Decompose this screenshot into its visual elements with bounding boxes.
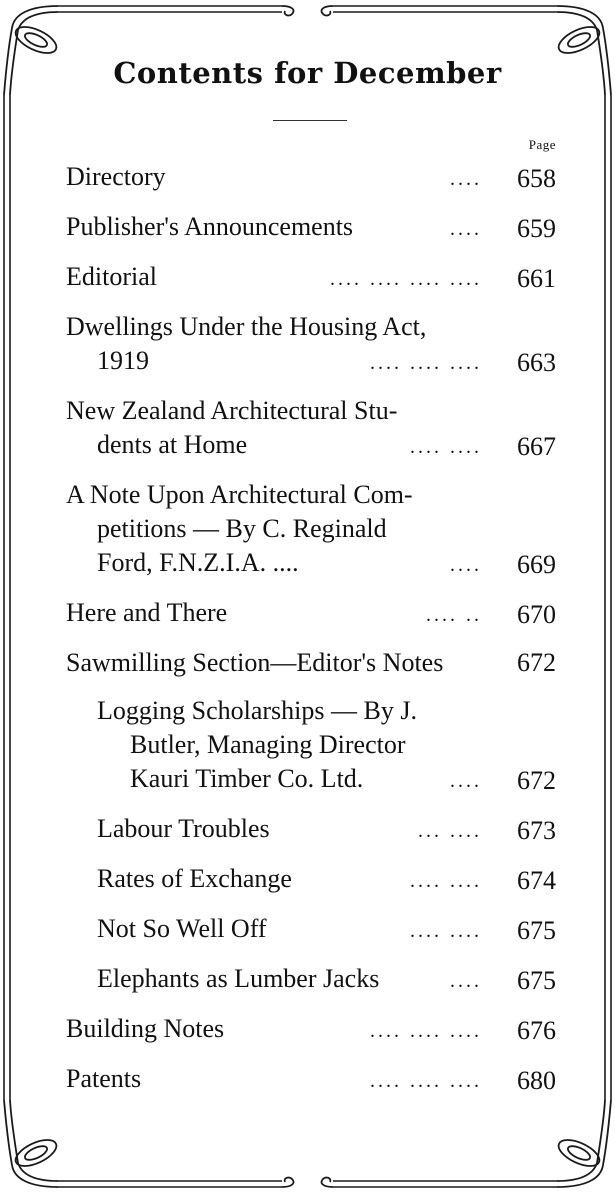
toc-entry-title-line (66, 546, 498, 582)
toc-entry-title (97, 694, 498, 798)
leader-dots: .... .... .... (370, 1070, 482, 1092)
toc-entry-title-line (97, 812, 498, 848)
toc-entry-title-line (66, 344, 498, 380)
right-border-lines (605, 95, 611, 1100)
top-border-lines (58, 6, 557, 12)
toc-entry-title (66, 1012, 498, 1048)
toc-entry-title-line (66, 260, 498, 296)
toc-entry-text: Patents (66, 1064, 142, 1093)
toc-entry-title (66, 1062, 498, 1098)
toc-entry-title (97, 862, 498, 898)
toc-entry-text: Ford, F.N.Z.I.A. .... (97, 548, 299, 577)
toc-entry (66, 394, 556, 464)
leader-dots: .... (450, 168, 482, 190)
toc-subentry (66, 912, 556, 948)
toc-entry-title-line (66, 160, 498, 196)
toc-page-number: 669 (517, 550, 556, 579)
leader-dots: .... (450, 970, 482, 992)
toc-entry (66, 646, 556, 680)
toc-entry-text: Labour Troubles (97, 814, 270, 843)
toc-entry-title-line (97, 728, 498, 762)
title-rule (273, 120, 347, 121)
toc-entry-title-line (97, 862, 498, 898)
toc-entry (66, 260, 556, 296)
toc-entry-text: Not So Well Off (97, 914, 267, 943)
toc-entry-title-line (97, 694, 498, 728)
toc-entry-title (66, 160, 498, 196)
toc-entry-title-line (66, 428, 498, 464)
toc-page-number: 680 (517, 1066, 556, 1095)
leader-dots: .... .... (410, 870, 482, 892)
page-title: Contents for December (113, 56, 502, 90)
left-border-lines (4, 95, 10, 1100)
toc-page-number: 661 (517, 264, 556, 293)
toc-entry-text: Editorial (66, 262, 157, 291)
toc-entry-title (66, 646, 498, 680)
toc-entry (66, 1012, 556, 1048)
toc-subentry (66, 812, 556, 848)
toc-entry-title (97, 962, 498, 998)
toc-entry-title-line (66, 1062, 498, 1098)
toc-entry-title (66, 394, 498, 464)
toc-entry-text: Publisher's Announcements (66, 212, 354, 241)
toc-entry (66, 1062, 556, 1098)
leader-dots: .... (450, 554, 482, 576)
toc-page-number: 672 (517, 766, 556, 795)
toc-subentry (66, 862, 556, 898)
toc-page-number: 659 (517, 214, 556, 243)
toc-page-number: 675 (517, 966, 556, 995)
toc-entry-text: Dwellings Under the Housing Act, (66, 312, 427, 341)
toc-entry-text: A Note Upon Architectural Com- (66, 480, 413, 509)
toc-entry-title-line (97, 762, 498, 798)
toc-entry-title (66, 478, 498, 582)
leader-dots: .... .... (410, 920, 482, 942)
toc-entry-title-line (66, 310, 498, 344)
toc-entry-title-line (66, 394, 498, 428)
toc-entry-text: 1919 (97, 346, 149, 375)
leader-dots: .... .... .... (370, 1020, 482, 1042)
toc-entry-title-line (97, 912, 498, 948)
toc-entry-title (97, 912, 498, 948)
toc-entry-text: Butler, Managing Director (130, 730, 406, 759)
bottom-border-lines (58, 1181, 557, 1187)
toc-page-number: 673 (517, 816, 556, 845)
toc-page-number: 674 (517, 866, 556, 895)
toc-page-number: 670 (517, 600, 556, 629)
toc-entry-title (66, 596, 498, 632)
toc-entry-title (66, 210, 498, 246)
toc-subentry (66, 962, 556, 998)
toc-subentry (66, 694, 556, 798)
toc-entry-title (66, 260, 498, 296)
bottom-left-corner-ornament (4, 1100, 60, 1187)
toc-entry (66, 210, 556, 246)
toc-entry-title (97, 812, 498, 848)
leader-dots: .... .... (410, 436, 482, 458)
toc-entry (66, 478, 556, 582)
toc-entry-text: petitions — By C. Reginald (97, 514, 387, 543)
toc-entry-title-line (66, 210, 498, 246)
toc-entry-text: Building Notes (66, 1014, 225, 1043)
toc-entry-text: Logging Scholarships — By J. (97, 696, 417, 725)
toc-entry (66, 160, 556, 196)
leader-dots: ... .... (418, 820, 482, 842)
toc-entry-title (66, 310, 498, 380)
toc-entry-title-line (66, 512, 498, 546)
table-of-contents (66, 160, 556, 1112)
toc-entry-title-line (97, 962, 498, 998)
toc-entry-text: Elephants as Lumber Jacks (97, 964, 380, 993)
toc-entry-text: Sawmilling Section—Editor's Notes (66, 648, 444, 677)
leader-dots: .... (450, 770, 482, 792)
leader-dots: .... .... .... (370, 352, 482, 374)
toc-page-number: 667 (517, 432, 556, 461)
top-center-scroll-ornament (282, 6, 333, 15)
toc-entry-title-line (66, 596, 498, 632)
toc-entry-title-line (66, 1012, 498, 1048)
page-column-label: Page (528, 137, 556, 152)
toc-entry-text: dents at Home (97, 430, 248, 459)
toc-page-number: 675 (517, 916, 556, 945)
toc-page-number: 658 (517, 164, 556, 193)
toc-entry-title-line (66, 646, 498, 680)
toc-entry-text: Kauri Timber Co. Ltd. (130, 764, 364, 793)
toc-entry (66, 596, 556, 632)
leader-dots: .... .. (426, 604, 482, 626)
toc-entry-title-line (66, 478, 498, 512)
bottom-right-corner-ornament (555, 1100, 611, 1187)
toc-page-number: 663 (517, 348, 556, 377)
toc-page-number: 676 (517, 1016, 556, 1045)
toc-entry (66, 310, 556, 380)
leader-dots: .... .... .... .... (330, 268, 482, 290)
leader-dots: .... (450, 218, 482, 240)
toc-entry-text: Here and There (66, 598, 228, 627)
toc-page-number: 672 (517, 648, 556, 677)
toc-entry-text: Rates of Exchange (97, 864, 292, 893)
toc-entry-text: New Zealand Architectural Stu- (66, 396, 398, 425)
toc-entry-text: Directory (66, 162, 166, 191)
bottom-center-scroll-ornament (282, 1178, 333, 1187)
